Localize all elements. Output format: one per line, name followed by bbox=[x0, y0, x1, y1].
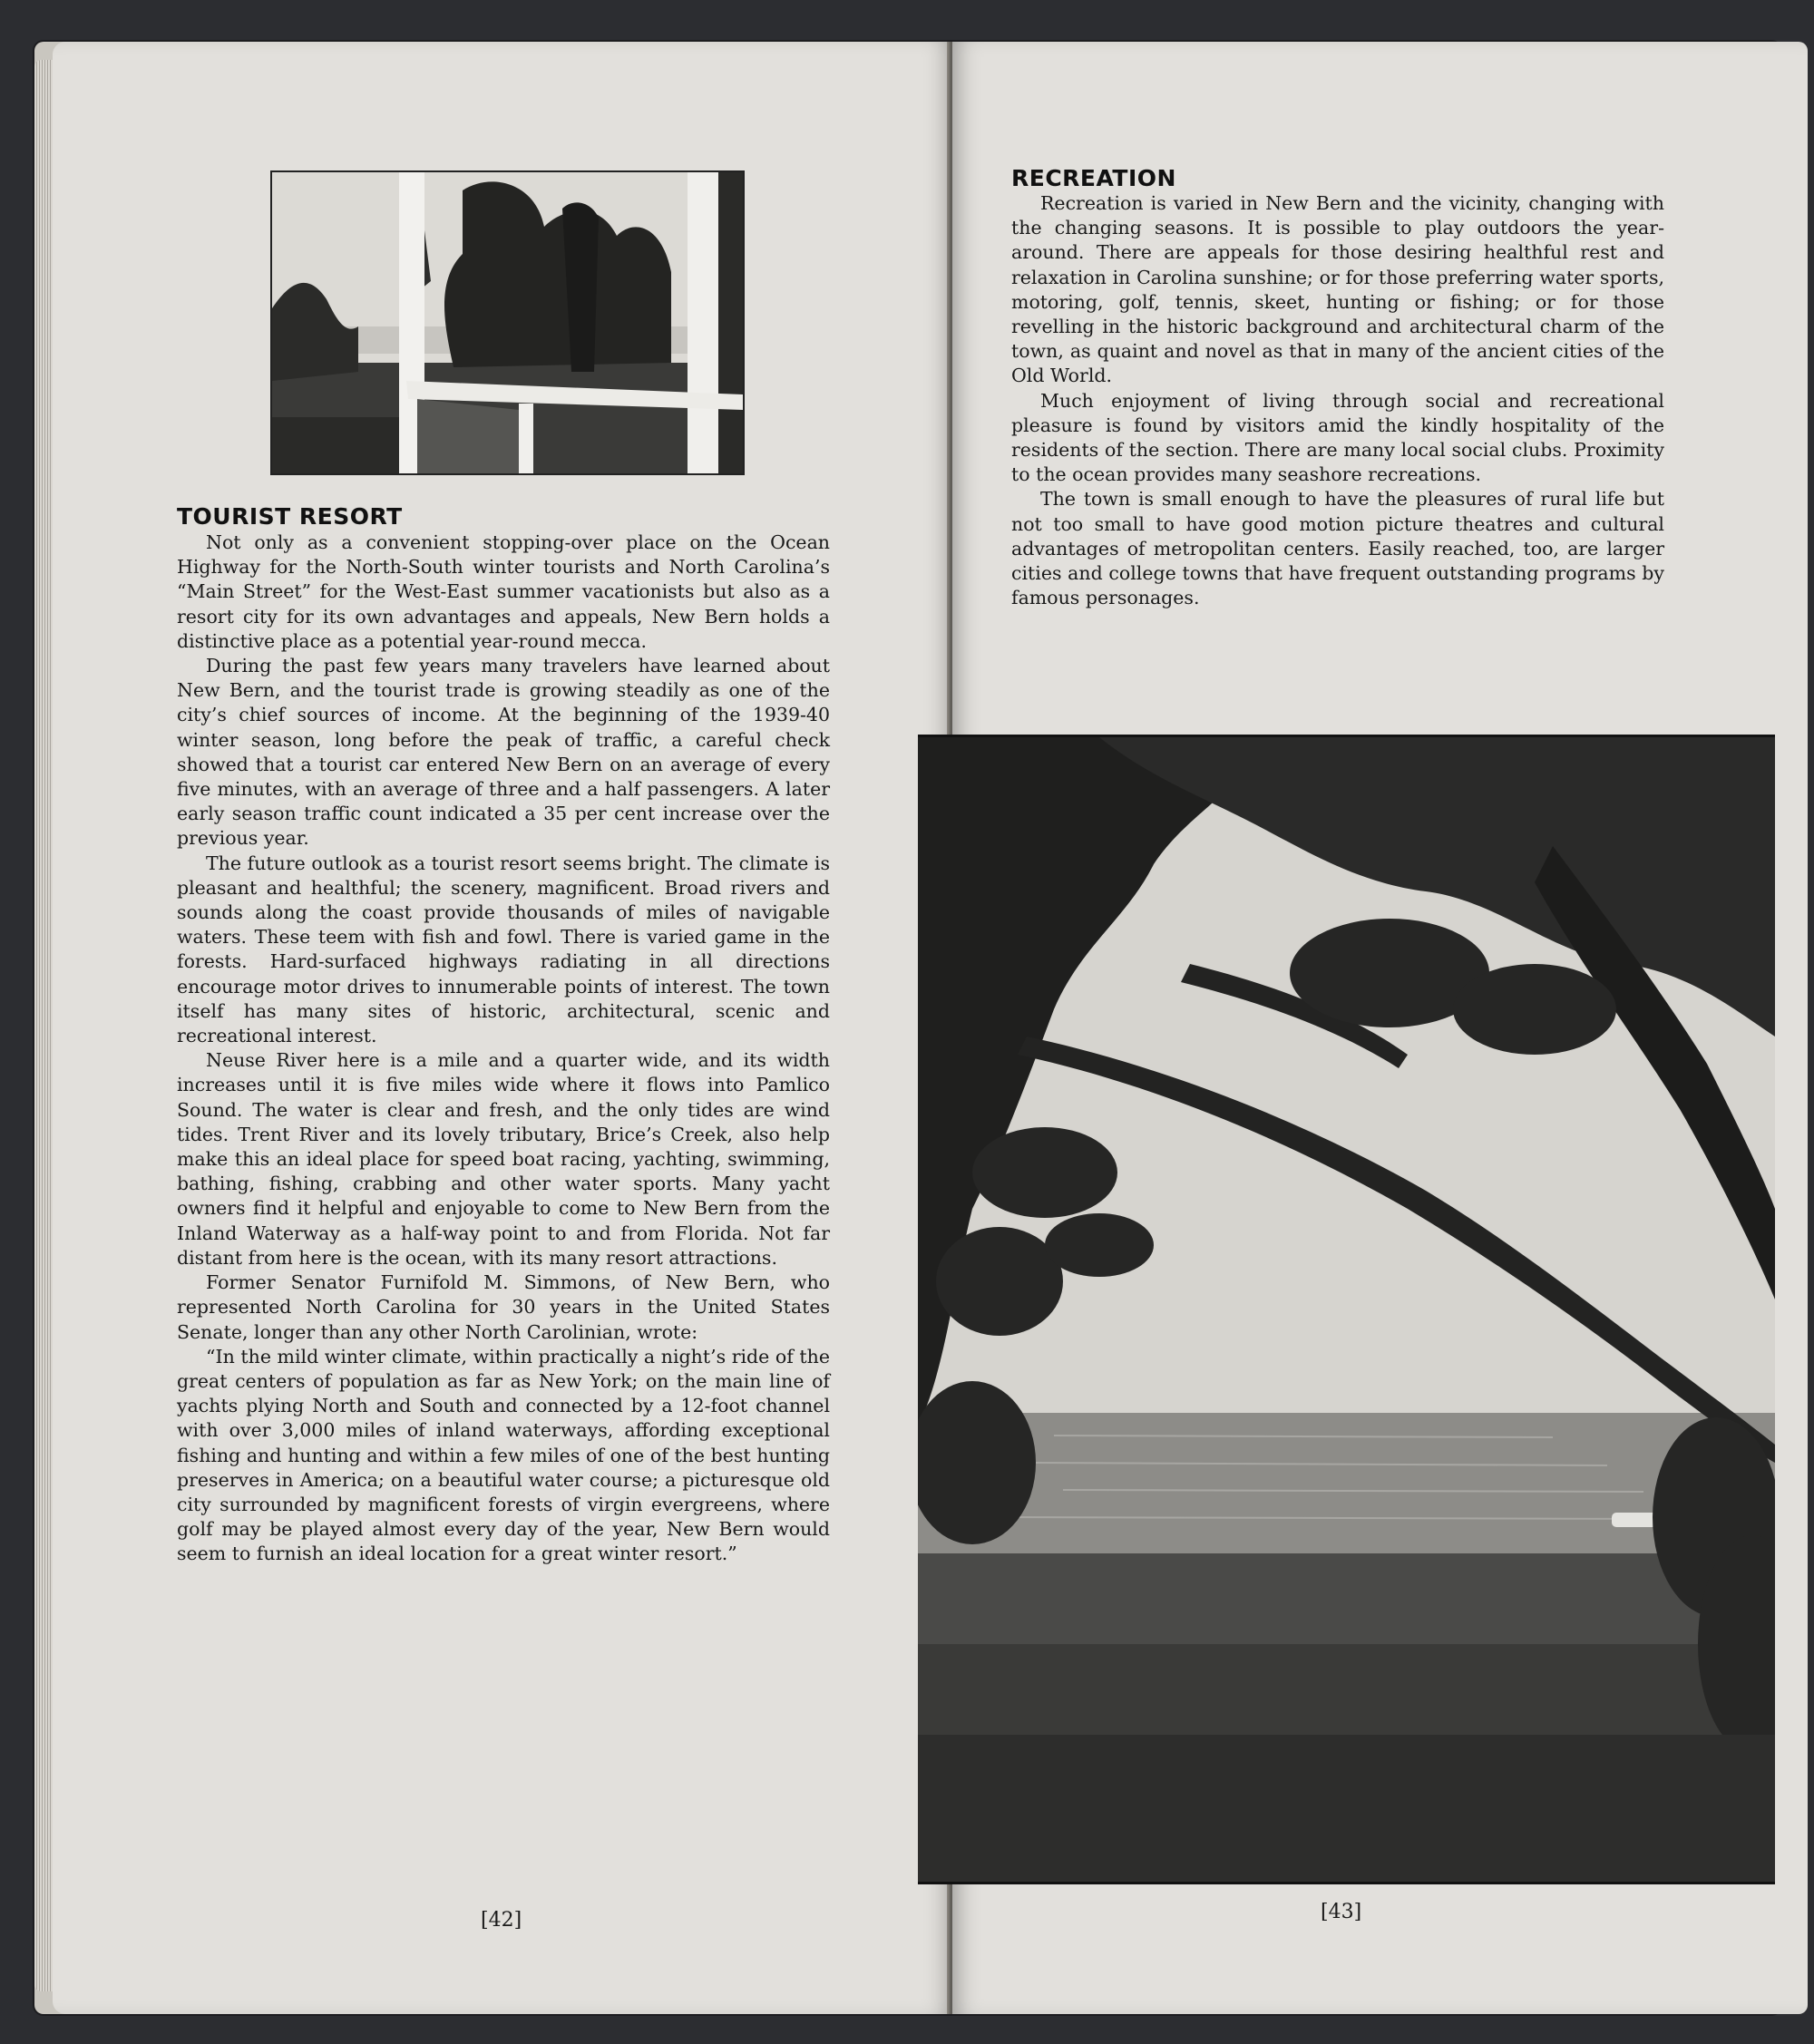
quotation-paragraph: “In the mild winter climate, within practically a night’s ride of the great centers of population as far as New York; on the main line of yachts plying North and South and connected by a 12-foot channel with over 3,000 miles of inland waterways, affording exceptional fishing and hunting and within a few miles of one of the best hunting preserves in America; on a beautiful water course; a picturesque old city surrounded by magnificent forests of virgin evergreens, where golf may be played almost every day of the year, New Bern would seem to furnish an ideal location for a great winter resort.” bbox=[177, 1345, 830, 1565]
paragraph: Neuse River here is a mile and a quarter wide, and its width increases until it is five miles wide where it flows into Pamlico Sound. The water is clear and fresh, and the only tides are wind tides. Trent River and its lovely tributary, Brice’s Creek, also help make this an ideal place for speed boat racing, yachting, swimming, bathing, fishing, crabbing and other water sports. Many yacht owners find it helpful and enjoyable to come to New Bern from the Inland Waterway as a half-way point to and from Florida. Not far distant from here is the ocean, with its many resort attractions. bbox=[177, 1049, 830, 1269]
shoreline-trees-photo bbox=[918, 735, 1775, 1884]
tourist-resort-body bbox=[177, 530, 830, 1567]
paragraph: The future outlook as a tourist resort seems bright. The climate is pleasant and healthful; the scenery, magnificent. Broad rivers and sounds along the coast provide thousands of miles of navigable waters. These teem with fish and fowl. There is varied game in the forests. Hard-surfaced highways radiating in all directions encourage motor drives to innumerable points of interest. The town itself has many sites of historic, architectural, scenic and recreational interest. bbox=[177, 852, 830, 1047]
paragraph: Not only as a convenient stopping-over place on the Ocean Highway for the North-South winter tourists and North Carolina’s “Main Street” for the West-East summer vacationists but also as a resort city for its own advantages and appeals, New Bern holds a distinctive place as a potential year-round mecca. bbox=[177, 531, 830, 652]
paragraph: The town is small enough to have the pleasures of rural life but not too small to have good motion picture theatres and cultural advantages of metropolitan centers. Easily reached, too, are larger cities and college towns that have frequent outstanding programs by famous personages. bbox=[1011, 488, 1664, 609]
page-number-left: [42] bbox=[481, 1909, 522, 1932]
paragraph: Recreation is varied in New Bern and the vicinity, changing with the changing seasons. It is possible to play outdoors the year-around. There are appeals for those desiring healthful rest and relaxation in Carolina sunshine; or for those preferring water sports, motoring, golf, tennis, skeet, hunting or fishing; or for those revelling in the historic background and architectural charm of the town, as quaint and novel as that in many of the ancient cities of the Old World. bbox=[1011, 192, 1664, 387]
paragraph: Much enjoyment of living through social and recreational pleasure is found by visitors amid the kindly hospitality of the residents of the section. There are many local social clubs. Proximity to the ocean provides many seashore recreations. bbox=[1011, 389, 1664, 486]
paragraph: Former Senator Furnifold M. Simmons, of New Bern, who represented North Carolina for 30 years in the United States Senate, longer than any other North Carolinian, wrote: bbox=[177, 1271, 830, 1343]
paragraph: During the past few years many travelers have learned about New Bern, and the tourist trade is growing steadily as one of the city’s chief sources of income. At the beginning of the 1939-40 winter season, long before the peak of traffic, a careful check showed that a tourist car entered New Bern on an average of every five minutes, with an average of three and a half passengers. A later early season traffic count indicated a 35 per cent increase over the previous year. bbox=[177, 655, 830, 850]
page-edges bbox=[34, 60, 54, 1991]
page-number-right: [43] bbox=[1321, 1901, 1362, 1923]
recreation-body bbox=[1011, 191, 1664, 610]
recreation-heading: RECREATION bbox=[1011, 165, 1176, 191]
tourist-resort-heading: TOURIST RESORT bbox=[177, 503, 403, 530]
porch-river-photo bbox=[270, 170, 745, 475]
